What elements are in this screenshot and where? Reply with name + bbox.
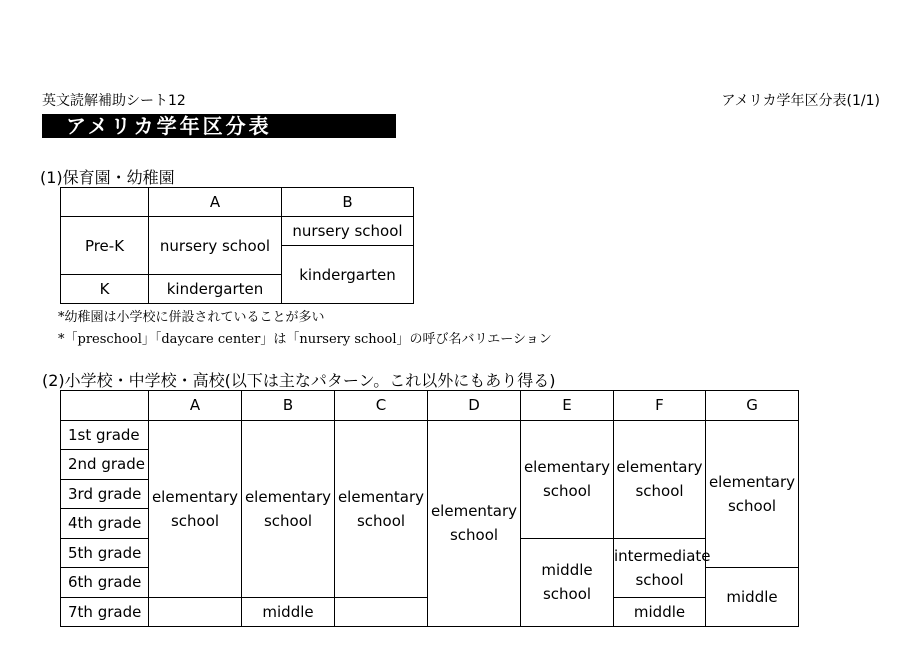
grade-row-label: 1st grade <box>61 420 149 450</box>
table2-corner <box>61 391 149 421</box>
g-elementary-cell: elementary school <box>706 420 799 568</box>
note-2: *「preschool」「daycare center」は「nursery school」の呼び名バリエーション <box>58 332 552 347</box>
b-nursery-cell: nursery school <box>282 217 414 246</box>
table2-col-g: G <box>706 391 799 421</box>
page-label: アメリカ学年区分表(1/1) <box>721 93 880 109</box>
note-1: *幼稚園は小学校に併設されていることが多い <box>58 310 325 325</box>
table2-col-e: E <box>521 391 614 421</box>
f-elementary-cell: elementary school <box>614 420 706 538</box>
a-prek-cell: nursery school <box>149 217 282 275</box>
table2-col-b: B <box>242 391 335 421</box>
grade-row-label: 7th grade <box>61 597 149 627</box>
school-grade-table <box>60 390 799 627</box>
b-elementary-cell: elementary school <box>242 420 335 597</box>
f-grade7-cell: middle <box>614 597 706 627</box>
grade-row-label: 5th grade <box>61 538 149 568</box>
b-kinder-cell: kindergarten <box>282 246 414 304</box>
g-middle-cell: middle <box>706 568 799 627</box>
sheet-title: 英文読解補助シート12 <box>42 93 186 109</box>
a-elementary-cell: elementary school <box>149 420 242 597</box>
k-label: K <box>61 275 149 304</box>
section2-heading: (2)小学校・中学校・高校(以下は主なパターン。これ以外にもあり得る) <box>42 371 556 390</box>
grade-row-label: 4th grade <box>61 509 149 539</box>
b-grade7-cell: middle <box>242 597 335 627</box>
main-heading: アメリカ学年区分表 <box>42 114 396 138</box>
table1-col-b: B <box>282 188 414 217</box>
f-intermediate-cell: intermediate school <box>614 538 706 597</box>
grade-row-label: 3rd grade <box>61 479 149 509</box>
prek-label: Pre-K <box>61 217 149 275</box>
a-k-cell: kindergarten <box>149 275 282 304</box>
c-grade7-cell <box>335 597 428 627</box>
c-elementary-cell: elementary school <box>335 420 428 597</box>
section1-heading: (1)保育園・幼稚園 <box>40 168 175 187</box>
table1-col-a: A <box>149 188 282 217</box>
table2-col-c: C <box>335 391 428 421</box>
d-elementary-cell: elementary school <box>428 420 521 627</box>
table2-col-d: D <box>428 391 521 421</box>
grade-row-label: 6th grade <box>61 568 149 598</box>
table2-col-f: F <box>614 391 706 421</box>
table2-col-a: A <box>149 391 242 421</box>
e-elementary-cell: elementary school <box>521 420 614 538</box>
a-grade7-cell <box>149 597 242 627</box>
e-middle-cell: middle school <box>521 538 614 627</box>
grade-row-label: 2nd grade <box>61 450 149 480</box>
